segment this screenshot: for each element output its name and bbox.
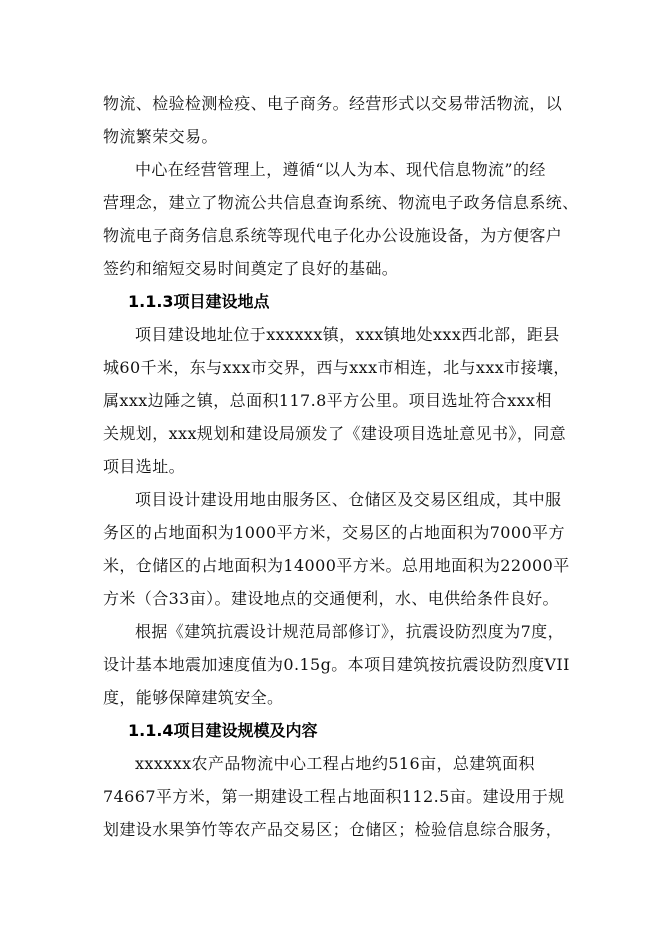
paragraph-line: 根据《建筑抗震设计规范局部修订》，抗震设防烈度为7度，: [135, 622, 564, 641]
section-heading-1-1-3: 1.1.3项目建设地点: [128, 292, 270, 311]
paragraph-line: 营理念，建立了物流公共信息查询系统、物流电子政务信息系统、: [103, 193, 579, 212]
paragraph-line: 关规划，xxx规划和建设局颁发了《建设项目选址意见书》，同意: [103, 424, 567, 443]
paragraph-line: 属xxx边陲之镇，总面积117.8平方公里。项目选址符合xxx相: [103, 391, 552, 410]
paragraph-line: 城60千米，东与xxx市交界，西与xxx市相连，北与xxx市接壤，: [103, 358, 570, 377]
paragraph-line: xxxxxx农产品物流中心工程占地约516亩，总建筑面积: [135, 754, 535, 773]
paragraph-line: 项目设计建设用地由服务区、仓储区及交易区组成，其中服: [135, 490, 562, 509]
paragraph-line: 签约和缩短交易时间奠定了良好的基础。: [103, 259, 399, 278]
paragraph-line: 74667平方米，第一期建设工程占地面积112.5亩。建设用于规: [103, 787, 565, 806]
paragraph-line: 米，仓储区的占地面积为14000平方米。总用地面积为22000平: [103, 556, 570, 575]
paragraph-line: 方米（合33亩）。建设地点的交通便利，水、电供给条件良好。: [103, 589, 559, 608]
paragraph-line: 物流、检验检测检疫、电子商务。经营形式以交易带活物流，以: [103, 94, 563, 113]
paragraph-line: 划建设水果笋竹等农产品交易区；仓储区；检验信息综合服务，: [103, 820, 563, 839]
paragraph-line: 物流电子商务信息系统等现代电子化办公设施设备，为方便客户: [103, 226, 563, 245]
paragraph-line: 度，能够保障建筑安全。: [103, 688, 284, 707]
paragraph-line: 中心在经营管理上，遵循“以人为本、现代信息物流”的经: [135, 160, 546, 179]
paragraph-line: 物流繁荣交易。: [103, 127, 218, 146]
paragraph-line: 设计基本地震加速度值为0.15g。本项目建筑按抗震设防烈度VII: [103, 655, 570, 674]
paragraph-line: 务区的占地面积为1000平方米，交易区的占地面积为7000平方: [103, 523, 565, 542]
paragraph-line: 项目选址。: [103, 457, 186, 476]
section-heading-1-1-4: 1.1.4项目建设规模及内容: [128, 721, 318, 740]
paragraph-line: 项目建设地址位于xxxxxx镇，xxx镇地处xxx西北部，距县: [135, 325, 560, 344]
